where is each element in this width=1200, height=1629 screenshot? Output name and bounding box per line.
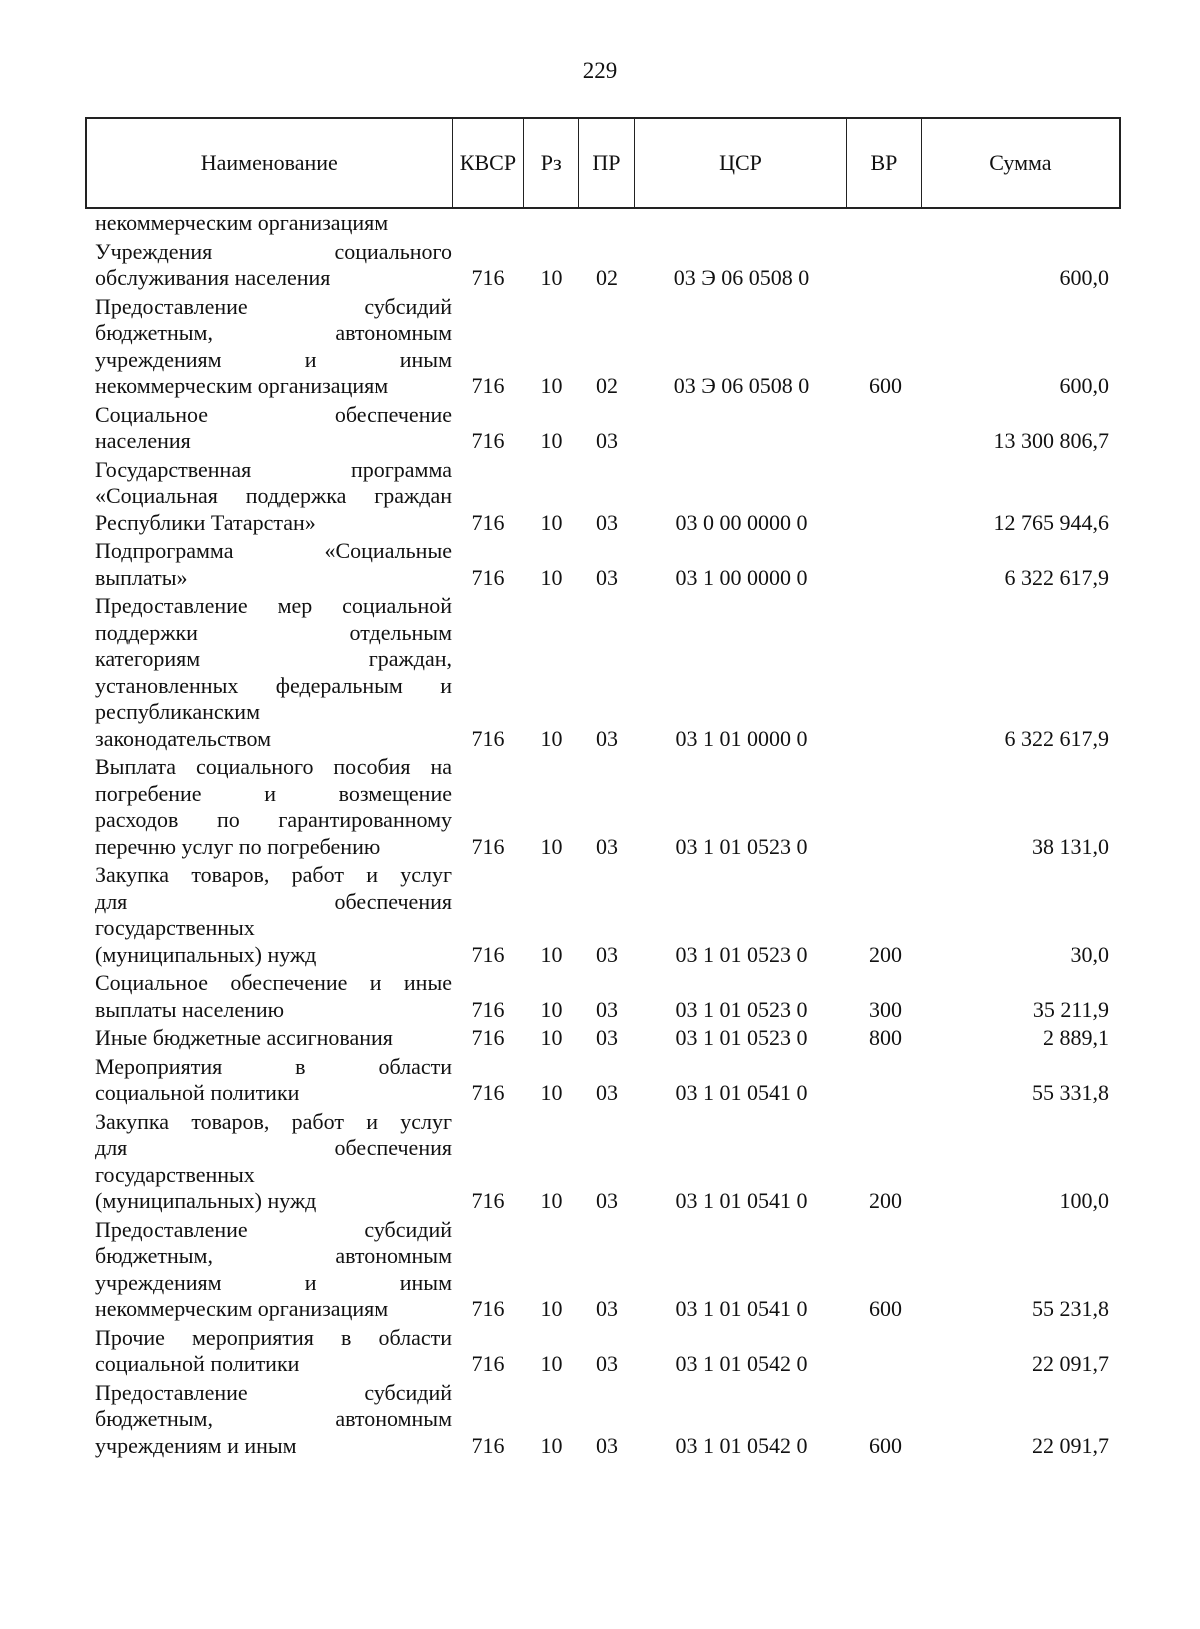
row-csr: 03 1 01 0523 0 — [675, 1025, 808, 1050]
header-rz: Рз — [524, 119, 579, 207]
row-sum: 38 131,0 — [1032, 833, 1109, 859]
row-name-line: бюджетным, автономным — [95, 1406, 452, 1431]
row-sum: 13 300 806,7 — [993, 428, 1109, 453]
row-rz: 10 — [540, 265, 563, 290]
row-name-line: учреждениям и иным — [95, 1269, 452, 1295]
row-pr: 03 — [596, 509, 618, 535]
table-row — [85, 210, 1121, 237]
row-name — [85, 1109, 452, 1215]
header-pr: ПР — [579, 119, 635, 207]
row-rz: 10 — [540, 1188, 563, 1213]
row-name — [85, 862, 452, 968]
row-sum: 35 211,9 — [1032, 996, 1109, 1022]
row-name-line: бюджетным, автономным — [95, 320, 452, 345]
row-sum: 2 889,1 — [1043, 1025, 1109, 1050]
row-pr: 03 — [596, 1080, 618, 1105]
row-pr: 03 — [596, 428, 618, 453]
table-body — [85, 210, 1121, 1461]
header-sum: Сумма — [989, 150, 1052, 175]
row-name-line: населения — [95, 428, 191, 453]
table-row — [85, 593, 1121, 752]
table-row — [85, 1325, 1121, 1378]
row-name-line: обслуживания населения — [95, 265, 331, 290]
row-name — [85, 402, 452, 455]
table-row — [85, 1380, 1121, 1460]
row-sum: 22 091,7 — [1032, 1351, 1109, 1376]
row-rz: 10 — [540, 564, 563, 590]
row-name-line: бюджетным, автономным — [95, 1243, 452, 1268]
row-name-line: Республики Татарстан» — [95, 509, 316, 535]
row-name — [85, 538, 452, 591]
row-name-line: Государственная программа — [95, 456, 452, 482]
row-name-line: учреждениям и иным — [95, 1432, 297, 1458]
row-pr: 02 — [596, 373, 618, 398]
row-kvsr: 716 — [471, 1351, 505, 1376]
table-row — [85, 1217, 1121, 1323]
row-name-line: «Социальная поддержка граждан — [95, 483, 452, 508]
row-name — [85, 1025, 452, 1052]
table-row — [85, 457, 1121, 537]
row-name-line: Иные бюджетные ассигнования — [95, 1025, 393, 1050]
row-kvsr: 716 — [471, 1188, 505, 1213]
header-csr: ЦСР — [635, 119, 847, 207]
row-rz: 10 — [540, 833, 563, 859]
row-name-line: категориям граждан, — [95, 646, 452, 671]
row-name-line: Предоставление субсидий — [95, 293, 452, 319]
row-vr: 600 — [869, 1296, 902, 1321]
row-csr: 03 1 01 0541 0 — [675, 1080, 808, 1105]
row-name-line: Предоставление субсидий — [95, 1216, 452, 1242]
table-header — [85, 117, 1121, 209]
row-pr: 03 — [596, 1432, 618, 1458]
row-name-line: погребение и возмещение — [95, 780, 452, 806]
row-csr: 03 0 00 0000 0 — [675, 509, 808, 535]
row-name-line: Учреждения социального — [95, 238, 452, 264]
row-name — [85, 1325, 452, 1378]
row-name-line: поддержки отдельным — [95, 619, 452, 645]
row-name-line: Социальное обеспечение — [95, 401, 452, 427]
row-name-line: законодательством — [95, 725, 272, 751]
row-rz: 10 — [540, 941, 563, 967]
row-vr: 200 — [869, 941, 902, 967]
row-rz: 10 — [540, 1432, 563, 1458]
row-name-line: некоммерческим организациям — [95, 210, 389, 235]
row-name — [85, 457, 452, 537]
row-csr: 03 1 00 0000 0 — [675, 564, 808, 590]
row-sum: 600,0 — [1059, 373, 1109, 398]
row-name-line: расходов по гарантированному — [95, 807, 452, 832]
row-name-line: Социальное обеспечение и иные — [95, 970, 452, 995]
row-name-line: некоммерческим организациям — [95, 1296, 389, 1321]
row-csr: 03 1 01 0523 0 — [675, 833, 808, 859]
row-rz: 10 — [540, 373, 563, 398]
table-row — [85, 970, 1121, 1023]
row-rz: 10 — [540, 509, 563, 535]
table-row — [85, 239, 1121, 292]
row-rz: 10 — [540, 1296, 563, 1321]
table-row — [85, 294, 1121, 400]
row-sum: 22 091,7 — [1032, 1432, 1109, 1458]
row-sum: 30,0 — [1070, 941, 1109, 967]
row-pr: 03 — [596, 564, 618, 590]
row-name — [85, 593, 452, 752]
row-pr: 03 — [596, 1188, 618, 1213]
row-csr: 03 1 01 0541 0 — [675, 1188, 808, 1213]
row-name — [85, 754, 452, 860]
header-kvsr: КВСР — [453, 119, 525, 207]
row-pr: 03 — [596, 833, 618, 859]
row-kvsr: 716 — [471, 1025, 505, 1050]
table-row — [85, 754, 1121, 860]
row-name-line: учреждениям и иным — [95, 346, 452, 372]
row-name-line: Подпрограмма «Социальные — [95, 538, 452, 563]
row-kvsr: 716 — [471, 725, 505, 751]
row-kvsr: 716 — [471, 996, 505, 1022]
row-pr: 03 — [596, 996, 618, 1022]
row-name-line: государственных — [95, 915, 255, 940]
row-vr: 200 — [869, 1188, 902, 1213]
header-name: Наименование — [87, 119, 453, 207]
row-sum: 6 322 617,9 — [1004, 564, 1109, 590]
row-rz: 10 — [540, 428, 563, 453]
row-csr: 03 1 01 0523 0 — [675, 941, 808, 967]
row-rz: 10 — [540, 1025, 563, 1050]
row-name-line: социальной политики — [95, 1080, 300, 1105]
row-name — [85, 239, 452, 292]
row-sum: 55 231,8 — [1032, 1296, 1109, 1321]
row-name-line: Мероприятия в области — [95, 1053, 452, 1079]
row-name-line: Выплата социального пособия на — [95, 754, 452, 779]
row-kvsr: 716 — [471, 1080, 505, 1105]
row-name-line: Закупка товаров, работ и услуг — [95, 862, 452, 887]
row-sum: 6 322 617,9 — [1004, 725, 1109, 751]
row-pr: 03 — [596, 1296, 618, 1321]
row-sum: 12 765 944,6 — [993, 509, 1109, 535]
row-name-line: (муниципальных) нужд — [95, 1188, 317, 1213]
row-name-line: Предоставление мер социальной — [95, 593, 452, 618]
row-rz: 10 — [540, 996, 563, 1022]
row-kvsr: 716 — [471, 833, 505, 859]
row-kvsr: 716 — [471, 428, 505, 453]
row-csr: 03 1 01 0000 0 — [675, 725, 808, 751]
row-name — [85, 210, 452, 237]
row-kvsr: 716 — [471, 265, 505, 290]
row-kvsr: 716 — [471, 509, 505, 535]
table-row — [85, 402, 1121, 455]
row-pr: 03 — [596, 1025, 618, 1050]
row-name-line: Закупка товаров, работ и услуг — [95, 1108, 452, 1134]
row-csr: 03 1 01 0541 0 — [675, 1296, 808, 1321]
row-name-line: установленных федеральным и — [95, 672, 452, 698]
row-name — [85, 294, 452, 400]
row-kvsr: 716 — [471, 941, 505, 967]
row-name-line: социальной политики — [95, 1351, 300, 1376]
page-number: 229 — [582, 58, 618, 83]
row-csr: 03 Э 06 0508 0 — [673, 265, 810, 290]
row-name — [85, 1217, 452, 1323]
row-vr: 800 — [869, 1025, 902, 1050]
row-name-line: выплаты» — [95, 564, 188, 590]
row-name-line: Предоставление субсидий — [95, 1379, 452, 1405]
row-name-line: (муниципальных) нужд — [95, 941, 317, 967]
row-sum: 600,0 — [1059, 265, 1109, 290]
row-pr: 03 — [596, 1351, 618, 1376]
row-rz: 10 — [540, 1351, 563, 1376]
row-name-line: республиканским — [95, 699, 260, 724]
row-csr: 03 Э 06 0508 0 — [673, 373, 810, 398]
row-name-line: выплаты населению — [95, 996, 285, 1022]
row-name — [85, 1380, 452, 1460]
row-csr: 03 1 01 0542 0 — [675, 1351, 808, 1376]
table-row — [85, 1109, 1121, 1215]
row-sum: 55 331,8 — [1032, 1080, 1109, 1105]
row-rz: 10 — [540, 1080, 563, 1105]
row-pr: 02 — [596, 265, 618, 290]
row-vr: 600 — [869, 1432, 902, 1458]
row-vr: 600 — [869, 373, 902, 398]
row-kvsr: 716 — [471, 564, 505, 590]
row-kvsr: 716 — [471, 1296, 505, 1321]
table-row — [85, 538, 1121, 591]
row-name-line: государственных — [95, 1161, 255, 1187]
row-name-line: для обеспечения — [95, 1135, 452, 1160]
table-row — [85, 1054, 1121, 1107]
row-kvsr: 716 — [471, 373, 505, 398]
row-name — [85, 1054, 452, 1107]
row-name-line: для обеспечения — [95, 888, 452, 914]
table-row — [85, 862, 1121, 968]
row-name-line: некоммерческим организациям — [95, 373, 389, 398]
row-pr: 03 — [596, 725, 618, 751]
row-vr: 300 — [869, 996, 902, 1022]
row-sum: 100,0 — [1059, 1188, 1109, 1213]
row-csr: 03 1 01 0523 0 — [675, 996, 808, 1022]
row-rz: 10 — [540, 725, 563, 751]
header-vr: ВР — [847, 119, 922, 207]
row-name-line: Прочие мероприятия в области — [95, 1324, 452, 1350]
table-row — [85, 1025, 1121, 1052]
row-name-line: перечню услуг по погребению — [95, 833, 381, 859]
row-kvsr: 716 — [471, 1432, 505, 1458]
row-name — [85, 970, 452, 1023]
row-pr: 03 — [596, 941, 618, 967]
row-csr: 03 1 01 0542 0 — [675, 1432, 808, 1458]
